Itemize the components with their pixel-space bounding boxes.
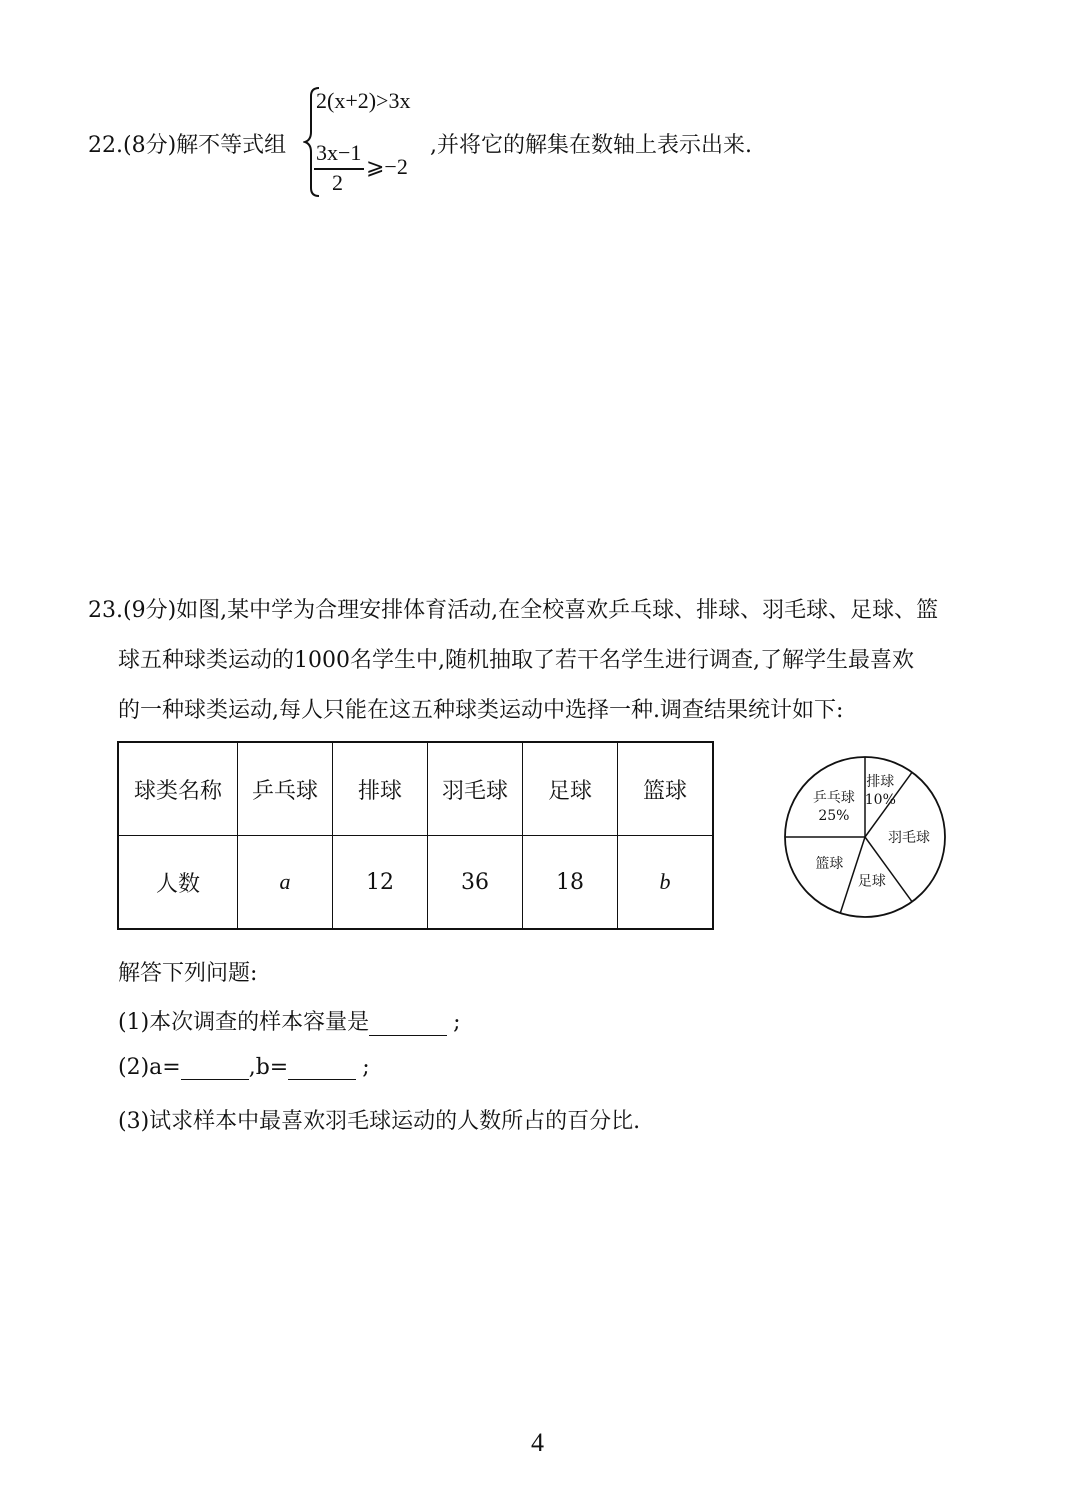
inequality-2-denominator: 2 [332,170,343,195]
sub-question-3: (3)试求样本中最喜欢羽毛球运动的人数所占的百分比. [118,1109,641,1134]
sub-question-1 [118,1005,461,1036]
answer-intro: 解答下列问题: [118,961,258,986]
q23-line-3: 的一种球类运动,每人只能在这五种球类运动中选择一种.调查结果统计如下: [118,698,844,723]
answer-blank-1[interactable] [369,1011,447,1036]
answer-blank-a[interactable] [181,1055,249,1080]
table-cell: 12 [333,836,428,930]
pie-slice-value: 25% [818,807,850,824]
table-cell: 足球 [523,742,618,836]
table-row [118,836,713,930]
pie-chart [780,752,950,922]
table-cell: a [238,836,333,930]
table-header-row [118,742,713,836]
sub-question-2 [118,1055,370,1080]
table-cell: 篮球 [618,742,714,836]
inequality-2-relation: ⩾−2 [366,154,408,179]
pie-slice-label: 足球 [857,873,886,890]
sub-question-2-a-text: (2)a= [118,1055,181,1080]
q23-line-1: 23.(9分)如图,某中学为合理安排体育活动,在全校喜欢乒乓球、排球、羽毛球、足球、篮 [88,598,939,623]
inequality-2-numerator: 3x−1 [316,140,362,165]
sub-question-2-b-text: ,b= [248,1055,289,1080]
table-cell: b [618,836,714,930]
table-cell: 球类名称 [118,742,238,836]
pie-slice-value: 10% [864,791,896,808]
sub-question-2-end: ; [362,1055,370,1080]
pie-slice-label: 乒乓球 [812,789,855,806]
inequality-1: 2(x+2)>3x [316,88,411,113]
pie-slice-label: 篮球 [815,855,844,872]
table-cell: 人数 [118,836,238,930]
page-number: 4 [531,1428,544,1457]
sub-question-1-text: (1)本次调查的样本容量是 [118,1010,370,1035]
q22-prefix: 22.(8分)解不等式组 [88,133,287,158]
q23-line-2: 球五种球类运动的1000名学生中,随机抽取了若干名学生进行调查,了解学生最喜欢 [118,648,914,673]
table-cell: 排球 [333,742,428,836]
answer-blank-b[interactable] [288,1055,356,1080]
pie-slice-label: 排球 [866,773,895,790]
survey-table [117,741,714,930]
table-cell: 羽毛球 [428,742,523,836]
q22-suffix: ,并将它的解集在数轴上表示出来. [430,133,752,158]
pie-slice-label: 羽毛球 [888,830,930,846]
table-cell: 乒乓球 [238,742,333,836]
sub-question-1-end: ; [453,1010,461,1035]
table-cell: 36 [428,836,523,930]
table-cell: 18 [523,836,618,930]
